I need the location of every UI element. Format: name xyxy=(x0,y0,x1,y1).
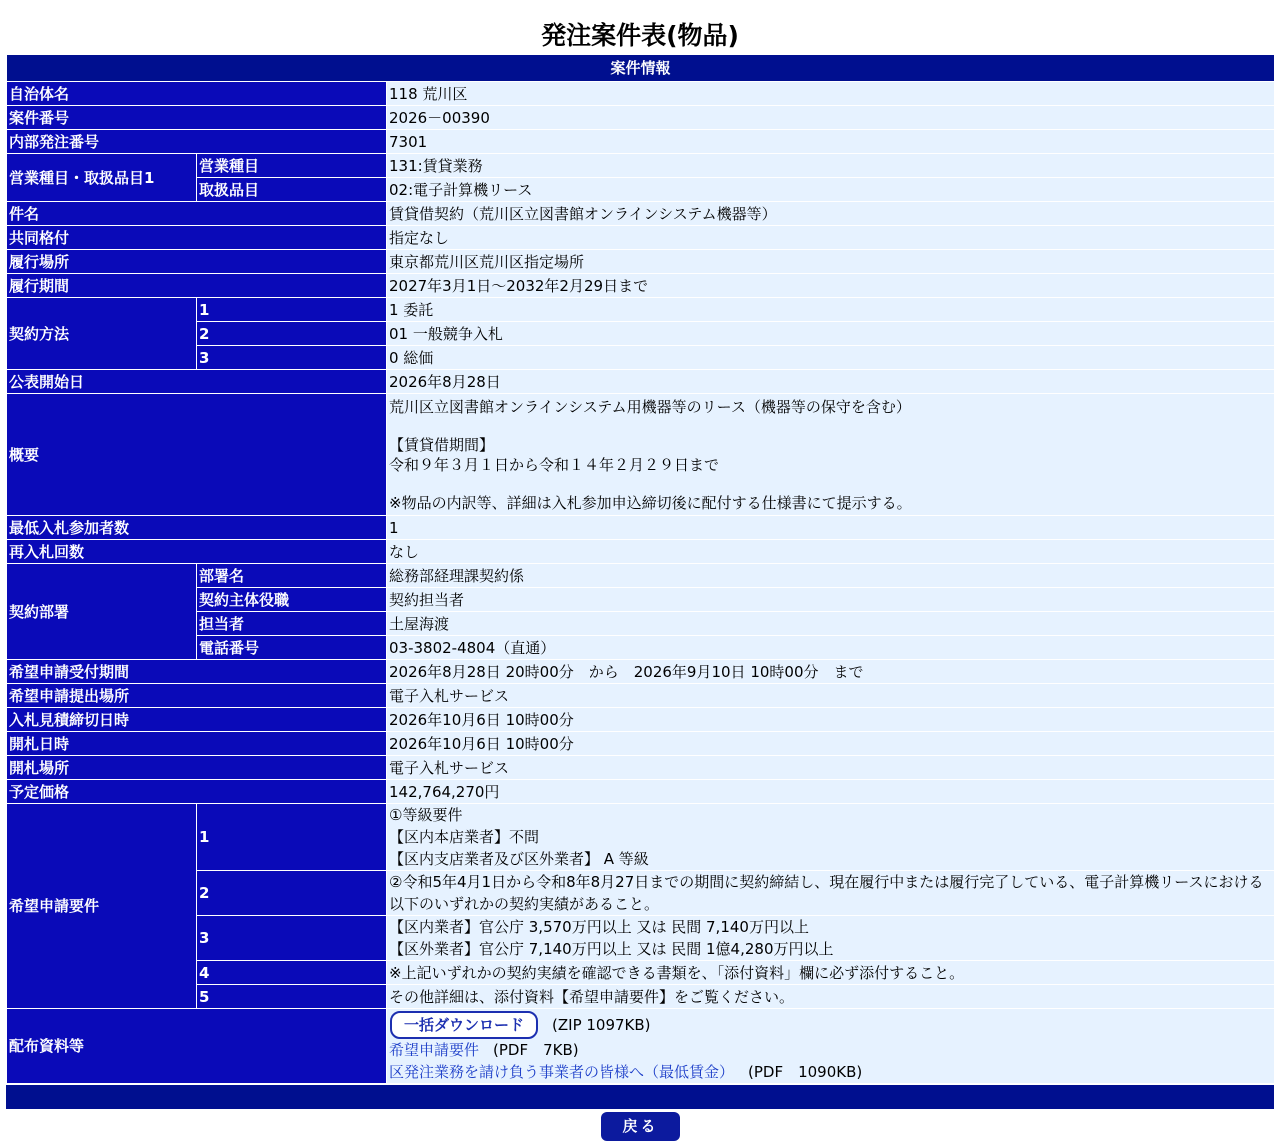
field-value: 1 委託 xyxy=(387,298,1275,322)
field-label: 希望申請提出場所 xyxy=(7,684,387,708)
field-label: 公表開始日 xyxy=(7,370,387,394)
field-label: 開札日時 xyxy=(7,732,387,756)
documents-value xyxy=(387,1009,1275,1084)
requirement-value xyxy=(387,804,1275,871)
row-number: 1 xyxy=(197,804,387,871)
field-value: 賃貸借契約（荒川区立図書館オンラインシステム機器等） xyxy=(387,202,1275,226)
field-value: 118 荒川区 xyxy=(387,82,1275,106)
field-label: 案件番号 xyxy=(7,106,387,130)
requirement-line: 【区内支店業者及び区外業者】 A 等級 xyxy=(389,850,649,868)
requirement-value: ※上記いずれかの契約実績を確認できる書類を、「添付資料」欄に必ず添付すること。 xyxy=(387,961,1275,985)
field-value: 東京都荒川区荒川区指定場所 xyxy=(387,250,1275,274)
field-value: 契約担当者 xyxy=(387,588,1275,612)
field-label: 配布資料等 xyxy=(7,1009,387,1084)
field-label: 入札見積締切日時 xyxy=(7,708,387,732)
field-sublabel: 取扱品目 xyxy=(197,178,387,202)
summary-line: ※物品の内訳等、詳細は入札参加申込締切後に配付する仕様書にて提示する。 xyxy=(389,493,912,512)
field-value: 0 総価 xyxy=(387,346,1275,370)
requirement-line: 【区外業者】官公庁 7,140万円以上 又は 民間 1億4,280万円以上 xyxy=(389,940,834,958)
doc-link-minimum-wage[interactable]: 区発注業務を請け負う事業者の皆様へ（最低賃金） xyxy=(389,1063,735,1081)
field-sublabel: 部署名 xyxy=(197,564,387,588)
field-value: 7301 xyxy=(387,130,1275,154)
field-value: 02:電子計算機リース xyxy=(387,178,1275,202)
field-label: 営業種目・取扱品目1 xyxy=(7,154,197,202)
row-number: 1 xyxy=(197,298,387,322)
field-value: 電子入札サービス xyxy=(387,756,1275,780)
summary-value xyxy=(387,394,1275,516)
row-number: 3 xyxy=(197,346,387,370)
case-info-table xyxy=(6,54,1275,1084)
field-label: 履行場所 xyxy=(7,250,387,274)
summary-line: 荒川区立図書館オンラインシステム用機器等のリース（機器等の保守を含む） xyxy=(389,397,911,416)
field-label: 希望申請受付期間 xyxy=(7,660,387,684)
field-value: 1 xyxy=(387,516,1275,540)
requirement-value xyxy=(387,916,1275,961)
field-value: 2026年8月28日 20時00分 から 2026年9月10日 10時00分 まで xyxy=(387,660,1275,684)
field-value: 総務部経理課契約係 xyxy=(387,564,1275,588)
field-value: 土屋海渡 xyxy=(387,612,1275,636)
field-sublabel: 電話番号 xyxy=(197,636,387,660)
field-value: 03-3802-4804（直通） xyxy=(387,636,1275,660)
field-value: なし xyxy=(387,540,1275,564)
field-label: 件名 xyxy=(7,202,387,226)
field-label: 共同格付 xyxy=(7,226,387,250)
row-number: 4 xyxy=(197,961,387,985)
field-label: 予定価格 xyxy=(7,780,387,804)
footer-bar xyxy=(6,1085,1274,1109)
field-value: 142,764,270円 xyxy=(387,780,1275,804)
field-sublabel: 契約主体役職 xyxy=(197,588,387,612)
field-value: 指定なし xyxy=(387,226,1275,250)
field-label: 概要 xyxy=(7,394,387,516)
field-label: 最低入札参加者数 xyxy=(7,516,387,540)
field-sublabel: 担当者 xyxy=(197,612,387,636)
field-value: 01 一般競争入札 xyxy=(387,322,1275,346)
field-label: 開札場所 xyxy=(7,756,387,780)
field-sublabel: 営業種目 xyxy=(197,154,387,178)
field-label: 再入札回数 xyxy=(7,540,387,564)
file-size: (PDF 1090KB) xyxy=(748,1063,863,1081)
bulk-download-button[interactable]: 一括ダウンロード xyxy=(390,1011,538,1039)
field-value: 電子入札サービス xyxy=(387,684,1275,708)
row-number: 5 xyxy=(197,985,387,1009)
field-value: 2026年10月6日 10時00分 xyxy=(387,732,1275,756)
page-title: 発注案件表(物品) xyxy=(541,21,739,50)
requirement-line: 【区内業者】官公庁 3,570万円以上 又は 民間 7,140万円以上 xyxy=(389,918,809,936)
file-size: (ZIP 1097KB) xyxy=(552,1016,651,1034)
field-value: 2027年3月1日～2032年2月29日まで xyxy=(387,274,1275,298)
summary-line: 【賃貸借期間】 xyxy=(389,435,495,454)
field-value: 131:賃貸業務 xyxy=(387,154,1275,178)
file-size: (PDF 7KB) xyxy=(493,1041,579,1059)
requirement-line: 【区内本店業者】不問 xyxy=(389,828,540,846)
field-value: 2026年10月6日 10時00分 xyxy=(387,708,1275,732)
field-label: 内部発注番号 xyxy=(7,130,387,154)
field-label: 希望申請要件 xyxy=(7,804,197,1009)
doc-link-requirements[interactable]: 希望申請要件 xyxy=(389,1041,480,1059)
field-value: 2026－00390 xyxy=(387,106,1275,130)
field-label: 契約部署 xyxy=(7,564,197,660)
row-number: 2 xyxy=(197,871,387,916)
requirement-value: その他詳細は、添付資料【希望申請要件】をご覧ください。 xyxy=(387,985,1275,1009)
requirement-value: ②令和5年4月1日から令和8年8月27日までの期間に契約締結し、現在履行中または履行完了している、電子計算機リースにおける以下のいずれかの契約実績があること。 xyxy=(387,871,1275,916)
back-button[interactable]: 戻る xyxy=(601,1112,680,1141)
field-label: 契約方法 xyxy=(7,298,197,370)
section-header: 案件情報 xyxy=(7,55,1275,82)
field-label: 履行期間 xyxy=(7,274,387,298)
row-number: 3 xyxy=(197,916,387,961)
field-value: 2026年8月28日 xyxy=(387,370,1275,394)
summary-line: 令和９年３月１日から令和１４年２月２９日まで xyxy=(389,455,720,474)
field-label: 自治体名 xyxy=(7,82,387,106)
requirement-line: ①等級要件 xyxy=(389,806,463,824)
row-number: 2 xyxy=(197,322,387,346)
